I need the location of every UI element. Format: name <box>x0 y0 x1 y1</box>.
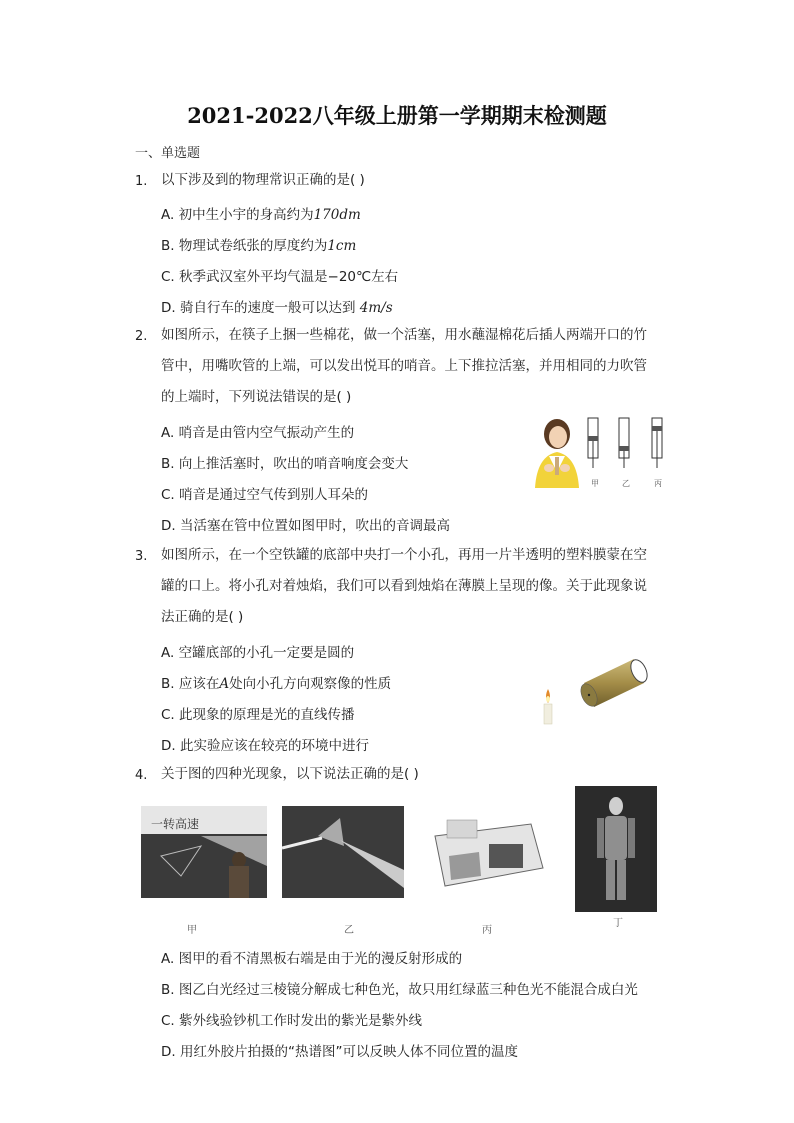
question-number: 1. <box>135 174 148 189</box>
option-text: B. 应该在 <box>161 676 220 692</box>
tube-label: 乙 <box>622 479 630 488</box>
option-d <box>161 296 393 316</box>
option-math: A <box>219 676 230 692</box>
option-d: D. 当活塞在管中位置如图甲时，吹出的音调最高 <box>161 518 450 534</box>
photo-caption: 甲 <box>187 925 197 936</box>
tube-yi <box>619 418 629 468</box>
question-number: 3. <box>135 549 148 564</box>
option-text: A. 空罐底部的小孔一定要是圆的 <box>161 645 355 661</box>
tube-bing <box>652 418 662 468</box>
question-line: 罐的口上。将小孔对着烛焰，我们可以看到烛焰在薄膜上呈现的像。关于此现象说 <box>161 578 647 594</box>
option-c: C. 哨音是通过空气传到别人耳朵的 <box>161 487 369 503</box>
option-text: C. 此现象的原理是光的直线传播 <box>161 707 355 723</box>
option-a: A. 图甲的看不清黑板右端是由于光的漫反射形成的 <box>161 951 463 967</box>
pinhole-can-figure <box>536 645 654 727</box>
option-b: B. 图乙白光经过三棱镜分解成七种色光，故只用红绿蓝三种色光不能混合成白光 <box>161 982 638 998</box>
option-text: 处向小孔方向观察像的性质 <box>229 676 392 692</box>
option-b: B. 向上推活塞时，吹出的哨音响度会变大 <box>161 456 409 472</box>
option-text: B. 物理试卷纸张的厚度约为 <box>161 238 328 254</box>
option-text: D. 此实验应该在较亮的环境中进行 <box>161 738 369 754</box>
page-title: 2021-2022八年级上册第一学期期末检测题 <box>187 103 607 128</box>
option-c: C. 紫外线验钞机工作时发出的紫光是紫外线 <box>161 1013 423 1029</box>
question-line: 法正确的是( ) <box>161 609 244 625</box>
photo-caption: 丁 <box>613 918 623 929</box>
photo-ding-thermogram <box>575 786 657 912</box>
question-text: 以下涉及到的物理常识正确的是( ) <box>161 172 365 188</box>
question-text: 关于图的四种光现象，以下说法正确的是( ) <box>161 766 419 782</box>
question-number: 4. <box>135 768 148 783</box>
option-text: A. 初中生小宇的身高约为 <box>161 207 314 223</box>
photo-jia-blackboard <box>141 806 267 898</box>
section-heading: 一、单选题 <box>135 146 201 161</box>
photo-caption: 丙 <box>482 925 492 936</box>
question-number: 2. <box>135 329 148 344</box>
tube-label: 甲 <box>591 479 599 488</box>
tube-label: 丙 <box>654 479 662 488</box>
question-line: 如图所示，在一个空铁罐的底部中央打一个小孔，再用一片半透明的塑料膜蒙在空 <box>161 547 647 563</box>
option-a: A. 哨音是由管内空气振动产生的 <box>161 425 355 441</box>
option-text: D. 骑自行车的速度一般可以达到 <box>161 300 360 316</box>
photo-caption: 乙 <box>344 925 354 936</box>
option-math: 4m/s <box>359 300 393 316</box>
option-d <box>161 734 369 754</box>
option-math: 170dm <box>313 207 361 223</box>
tin-can-icon <box>578 657 651 709</box>
question-line: 管中，用嘴吹管的上端，可以发出悦耳的哨音。上下推拉活塞，并用相同的力吹管 <box>161 358 647 374</box>
option-a <box>161 203 361 223</box>
option-c <box>161 265 398 285</box>
option-d: D. 用红外胶片拍摄的“热谱图”可以反映人体不同位置的温度 <box>161 1044 518 1060</box>
photo-bing-money-detector <box>419 806 553 898</box>
option-b <box>161 672 391 692</box>
question-line: 的上端时，下列说法错误的是( ) <box>161 389 352 405</box>
option-text: C. 秋季武汉室外平均气温是−20℃左右 <box>161 269 399 285</box>
tube-jia <box>588 418 598 468</box>
question-line: 如图所示，在筷子上捆一些棉花，做一个活塞，用水蘸湿棉花后插人两端开口的竹 <box>161 327 647 343</box>
photo-yi-prism <box>282 806 404 898</box>
girl-illustration <box>535 419 579 488</box>
option-c <box>161 703 355 723</box>
option-math: 1cm <box>327 238 357 254</box>
option-b <box>161 234 356 254</box>
blackboard-text: 一转高速 <box>151 817 200 831</box>
option-a <box>161 641 354 661</box>
candle-icon <box>544 689 552 724</box>
